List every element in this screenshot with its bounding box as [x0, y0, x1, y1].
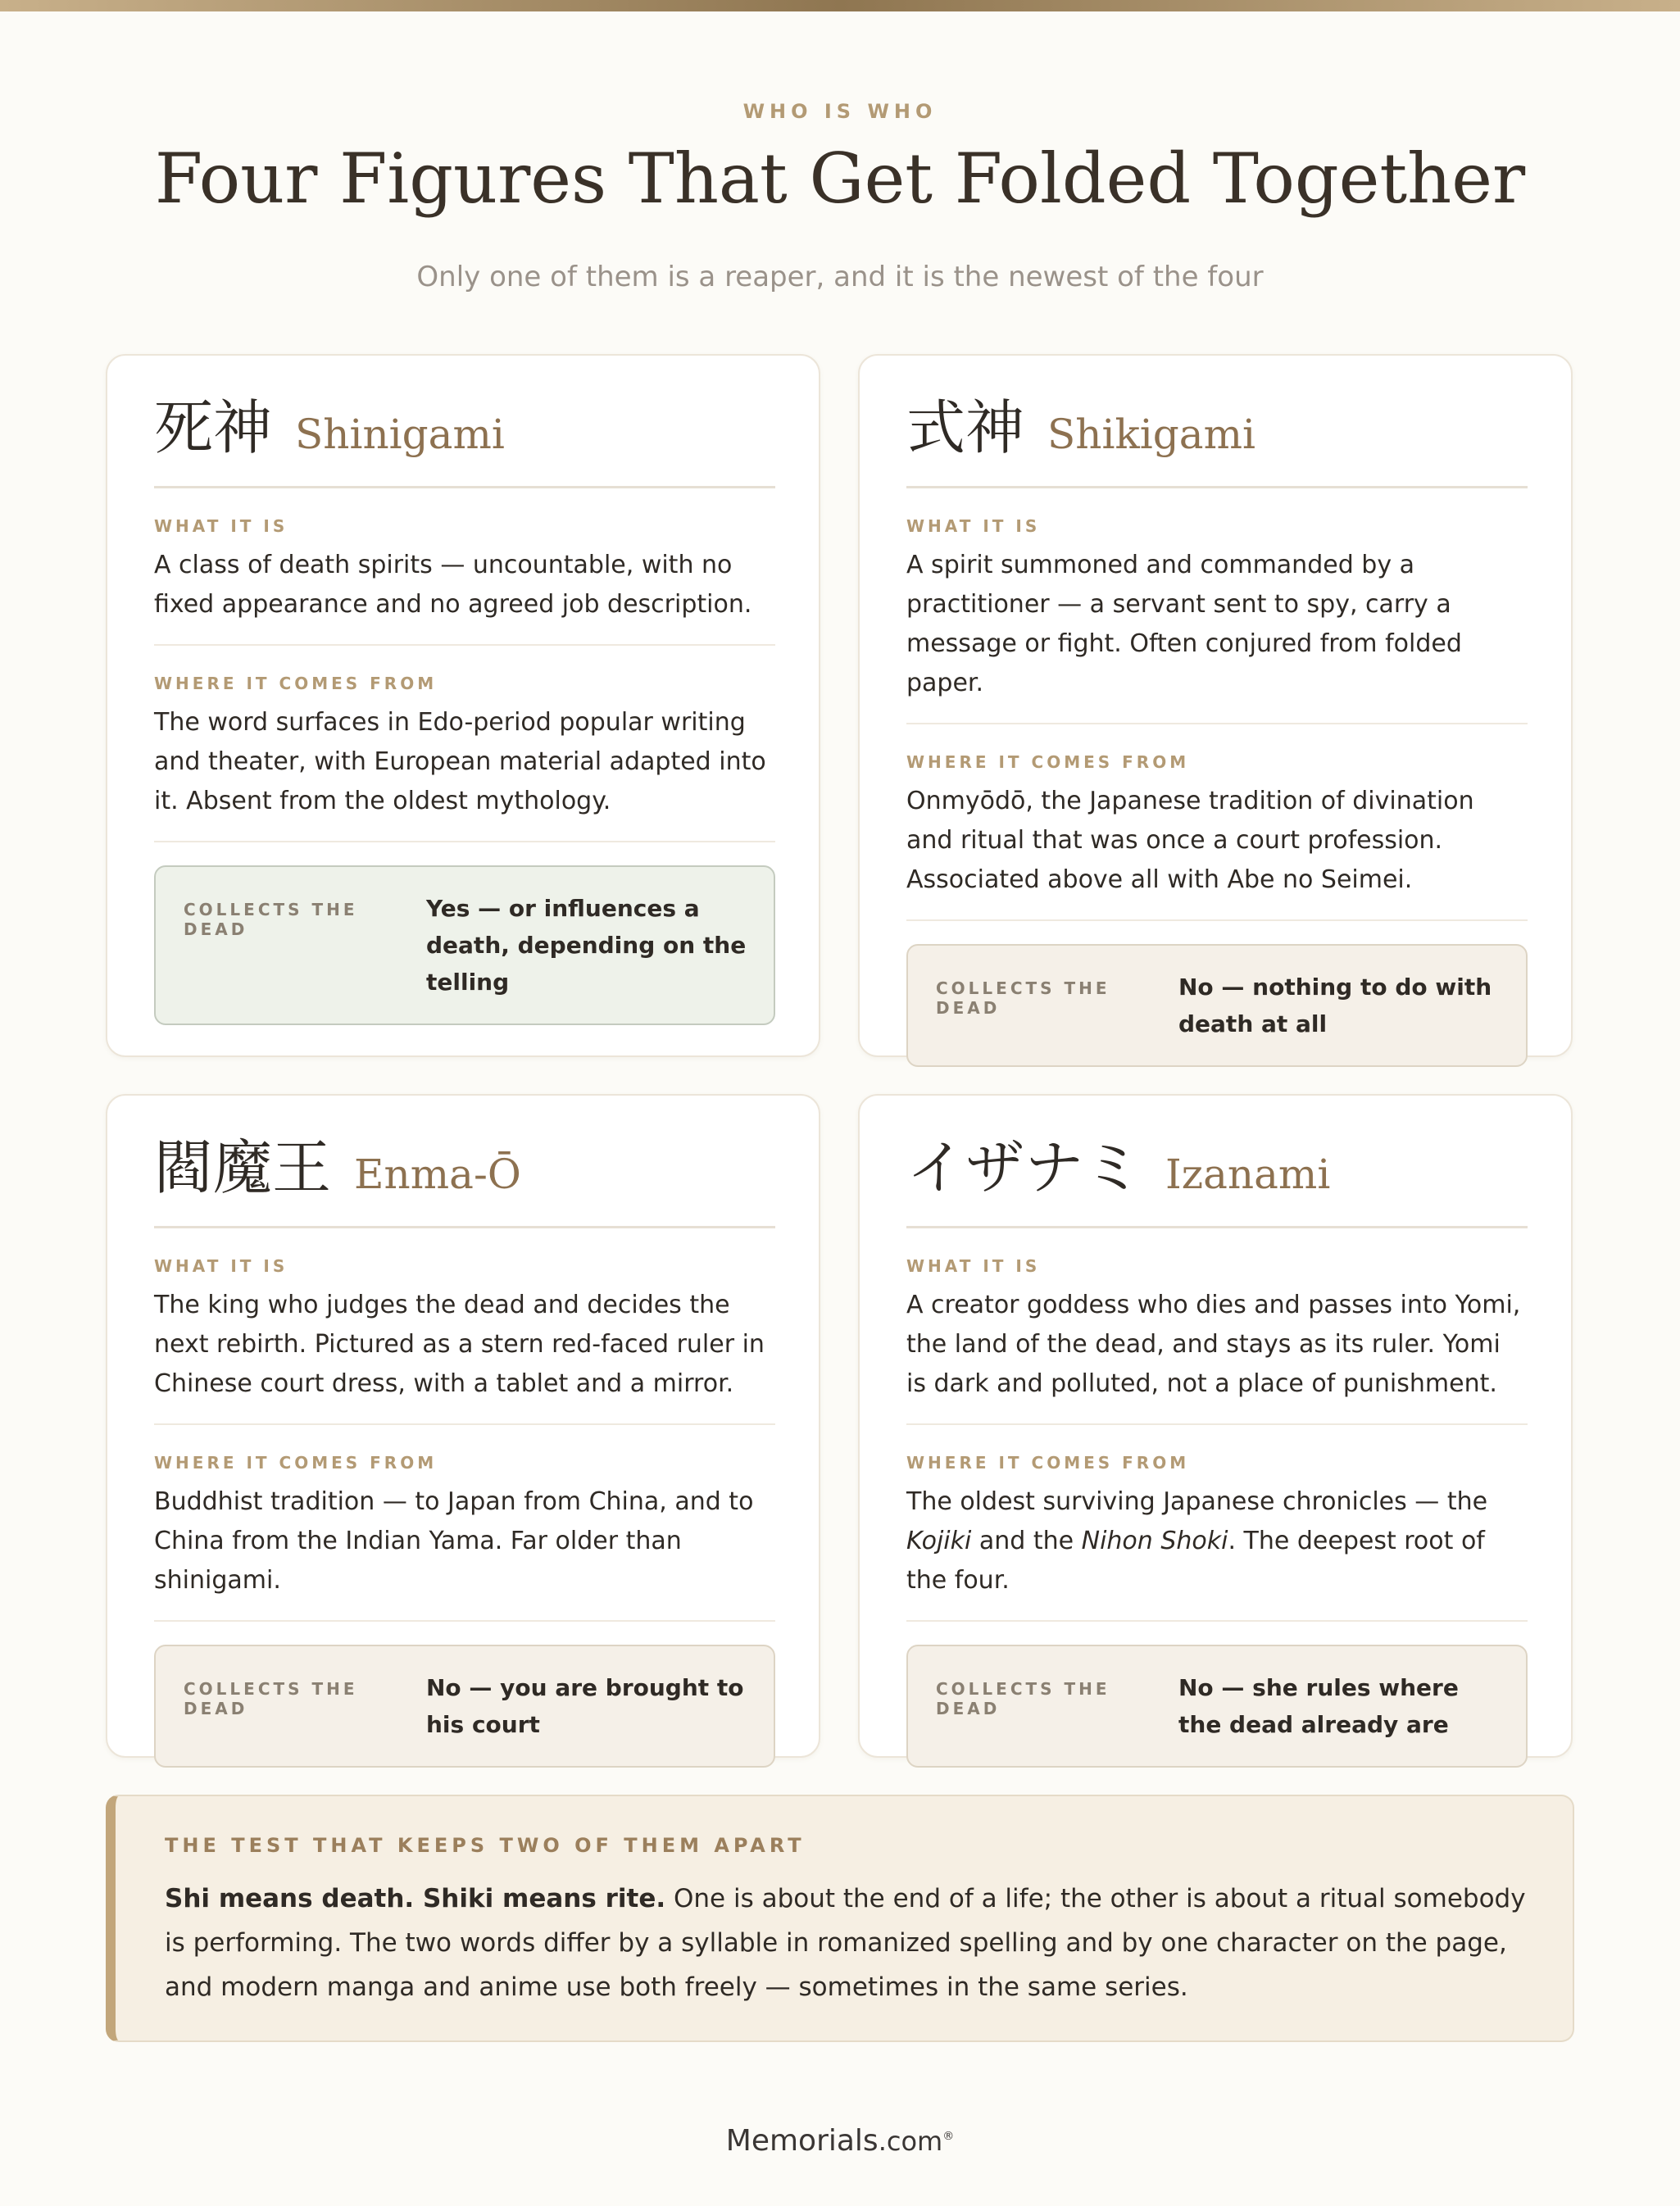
- kanji-title: イザナミ: [906, 1133, 1143, 1202]
- verdict-text: Yes — or influences a death, depending on the telling: [426, 895, 747, 996]
- eyebrow: WHO IS WHO: [742, 100, 938, 123]
- verdict-box: [154, 865, 775, 1025]
- what-it-is-label: WHAT IT IS: [906, 1256, 1041, 1276]
- callout-label: THE TEST THAT KEEPS TWO OF THEM APART: [165, 1834, 806, 1857]
- romanized-name: Izanami: [1165, 1151, 1331, 1198]
- memorials-logo: [0, 2124, 1680, 2158]
- card-heading: [906, 393, 1528, 488]
- origin-text: [906, 1482, 1528, 1600]
- divider: [154, 841, 775, 842]
- nihon-shoki-title: Nihon Shoki: [1081, 1527, 1228, 1555]
- verdict-text: No — she rules where the dead already are: [1178, 1674, 1459, 1738]
- origin-text-post: . The deepest root of the four.: [906, 1527, 1485, 1595]
- logo-tld: .com: [878, 2126, 943, 2157]
- page-subtitle: Only one of them is a reaper, and it is the newest of the four: [416, 261, 1264, 293]
- divider: [906, 1620, 1528, 1622]
- logo-name: Memorials: [725, 2124, 879, 2158]
- what-it-is-text: The king who judges the dead and decides the next rebirth. Pictured as a stern red-faced ruler in Chinese court dress, with a tablet and a mirror.: [154, 1291, 765, 1398]
- verdict-text: No — you are brought to his court: [426, 1674, 744, 1738]
- verdict-box: [906, 944, 1528, 1067]
- card-heading: [154, 393, 775, 488]
- card-izanami: [858, 1094, 1573, 1758]
- verdict-box: [906, 1645, 1528, 1768]
- card-heading: [154, 1133, 775, 1228]
- card-shinigami: [106, 354, 820, 1057]
- kanji-title: 死神: [154, 393, 273, 462]
- kojiki-title: Kojiki: [906, 1527, 972, 1555]
- callout-lead: Shi means death. Shiki means rite.: [165, 1884, 666, 1913]
- divider: [906, 919, 1528, 921]
- origin-text: Onmyōdō, the Japanese tradition of divination and ritual that was once a court profession. Associated above all with Abe no Seimei.: [906, 787, 1474, 894]
- origin-text: Buddhist tradition — to Japan from China, and to China from the Indian Yama. Far older than shinigami.: [154, 1487, 754, 1595]
- collects-the-dead-label: COLLECTS THE DEAD: [936, 1679, 1110, 1718]
- romanized-name: Shikigami: [1047, 411, 1255, 458]
- collects-the-dead-label: COLLECTS THE DEAD: [184, 1679, 358, 1718]
- what-it-is-text: A creator goddess who dies and passes into Yomi, the land of the dead, and stays as its ruler. Yomi is dark and polluted, not a place of punishment.: [906, 1291, 1521, 1398]
- origin-label: WHERE IT COMES FROM: [906, 752, 1190, 772]
- card-heading: [906, 1133, 1528, 1228]
- page-title: Four Figures That Get Folded Together: [154, 138, 1526, 219]
- logo-registered-mark: ®: [942, 2130, 955, 2143]
- kanji-title: 閻魔王: [154, 1133, 332, 1202]
- divider: [154, 1423, 775, 1425]
- divider: [154, 644, 775, 646]
- divider: [906, 1423, 1528, 1425]
- callout-box: [106, 1795, 1574, 2042]
- what-it-is-text: A spirit summoned and commanded by a practitioner — a servant sent to spy, carry a message or fight. Often conjured from folded paper.: [906, 551, 1462, 697]
- collects-the-dead-label: COLLECTS THE DEAD: [936, 978, 1110, 1018]
- top-accent-bar: [0, 0, 1680, 11]
- origin-text: The word surfaces in Edo-period popular writing and theater, with European material adapted into it. Absent from the oldest mythology.: [154, 708, 766, 815]
- callout-body: One is about the end of a life; the other is about a ritual somebody is performing. The two words differ by a syllable in romanized spelling and by one character on the page, and modern manga and anime use both freely — sometimes in the same series.: [165, 1884, 1526, 2002]
- origin-label: WHERE IT COMES FROM: [906, 1453, 1190, 1473]
- what-it-is-label: WHAT IT IS: [906, 516, 1041, 536]
- origin-text-mid: and the: [971, 1527, 1082, 1555]
- collects-the-dead-label: COLLECTS THE DEAD: [184, 900, 358, 939]
- verdict-box: [154, 1645, 775, 1768]
- card-enma-o: [106, 1094, 820, 1758]
- divider: [154, 1620, 775, 1622]
- divider: [906, 723, 1528, 724]
- origin-label: WHERE IT COMES FROM: [154, 674, 438, 693]
- origin-label: WHERE IT COMES FROM: [154, 1453, 438, 1473]
- kanji-title: 式神: [906, 393, 1025, 462]
- verdict-text: No — nothing to do with death at all: [1178, 974, 1492, 1037]
- callout-text: [165, 1877, 1542, 2009]
- romanized-name: Enma-Ō: [354, 1151, 521, 1198]
- what-it-is-label: WHAT IT IS: [154, 516, 288, 536]
- romanized-name: Shinigami: [295, 411, 505, 458]
- card-shikigami: [858, 354, 1573, 1057]
- what-it-is-text: A class of death spirits — uncountable, with no fixed appearance and no agreed job description.: [154, 551, 752, 619]
- what-it-is-label: WHAT IT IS: [154, 1256, 288, 1276]
- origin-text-pre: The oldest surviving Japanese chronicles — the: [906, 1487, 1488, 1516]
